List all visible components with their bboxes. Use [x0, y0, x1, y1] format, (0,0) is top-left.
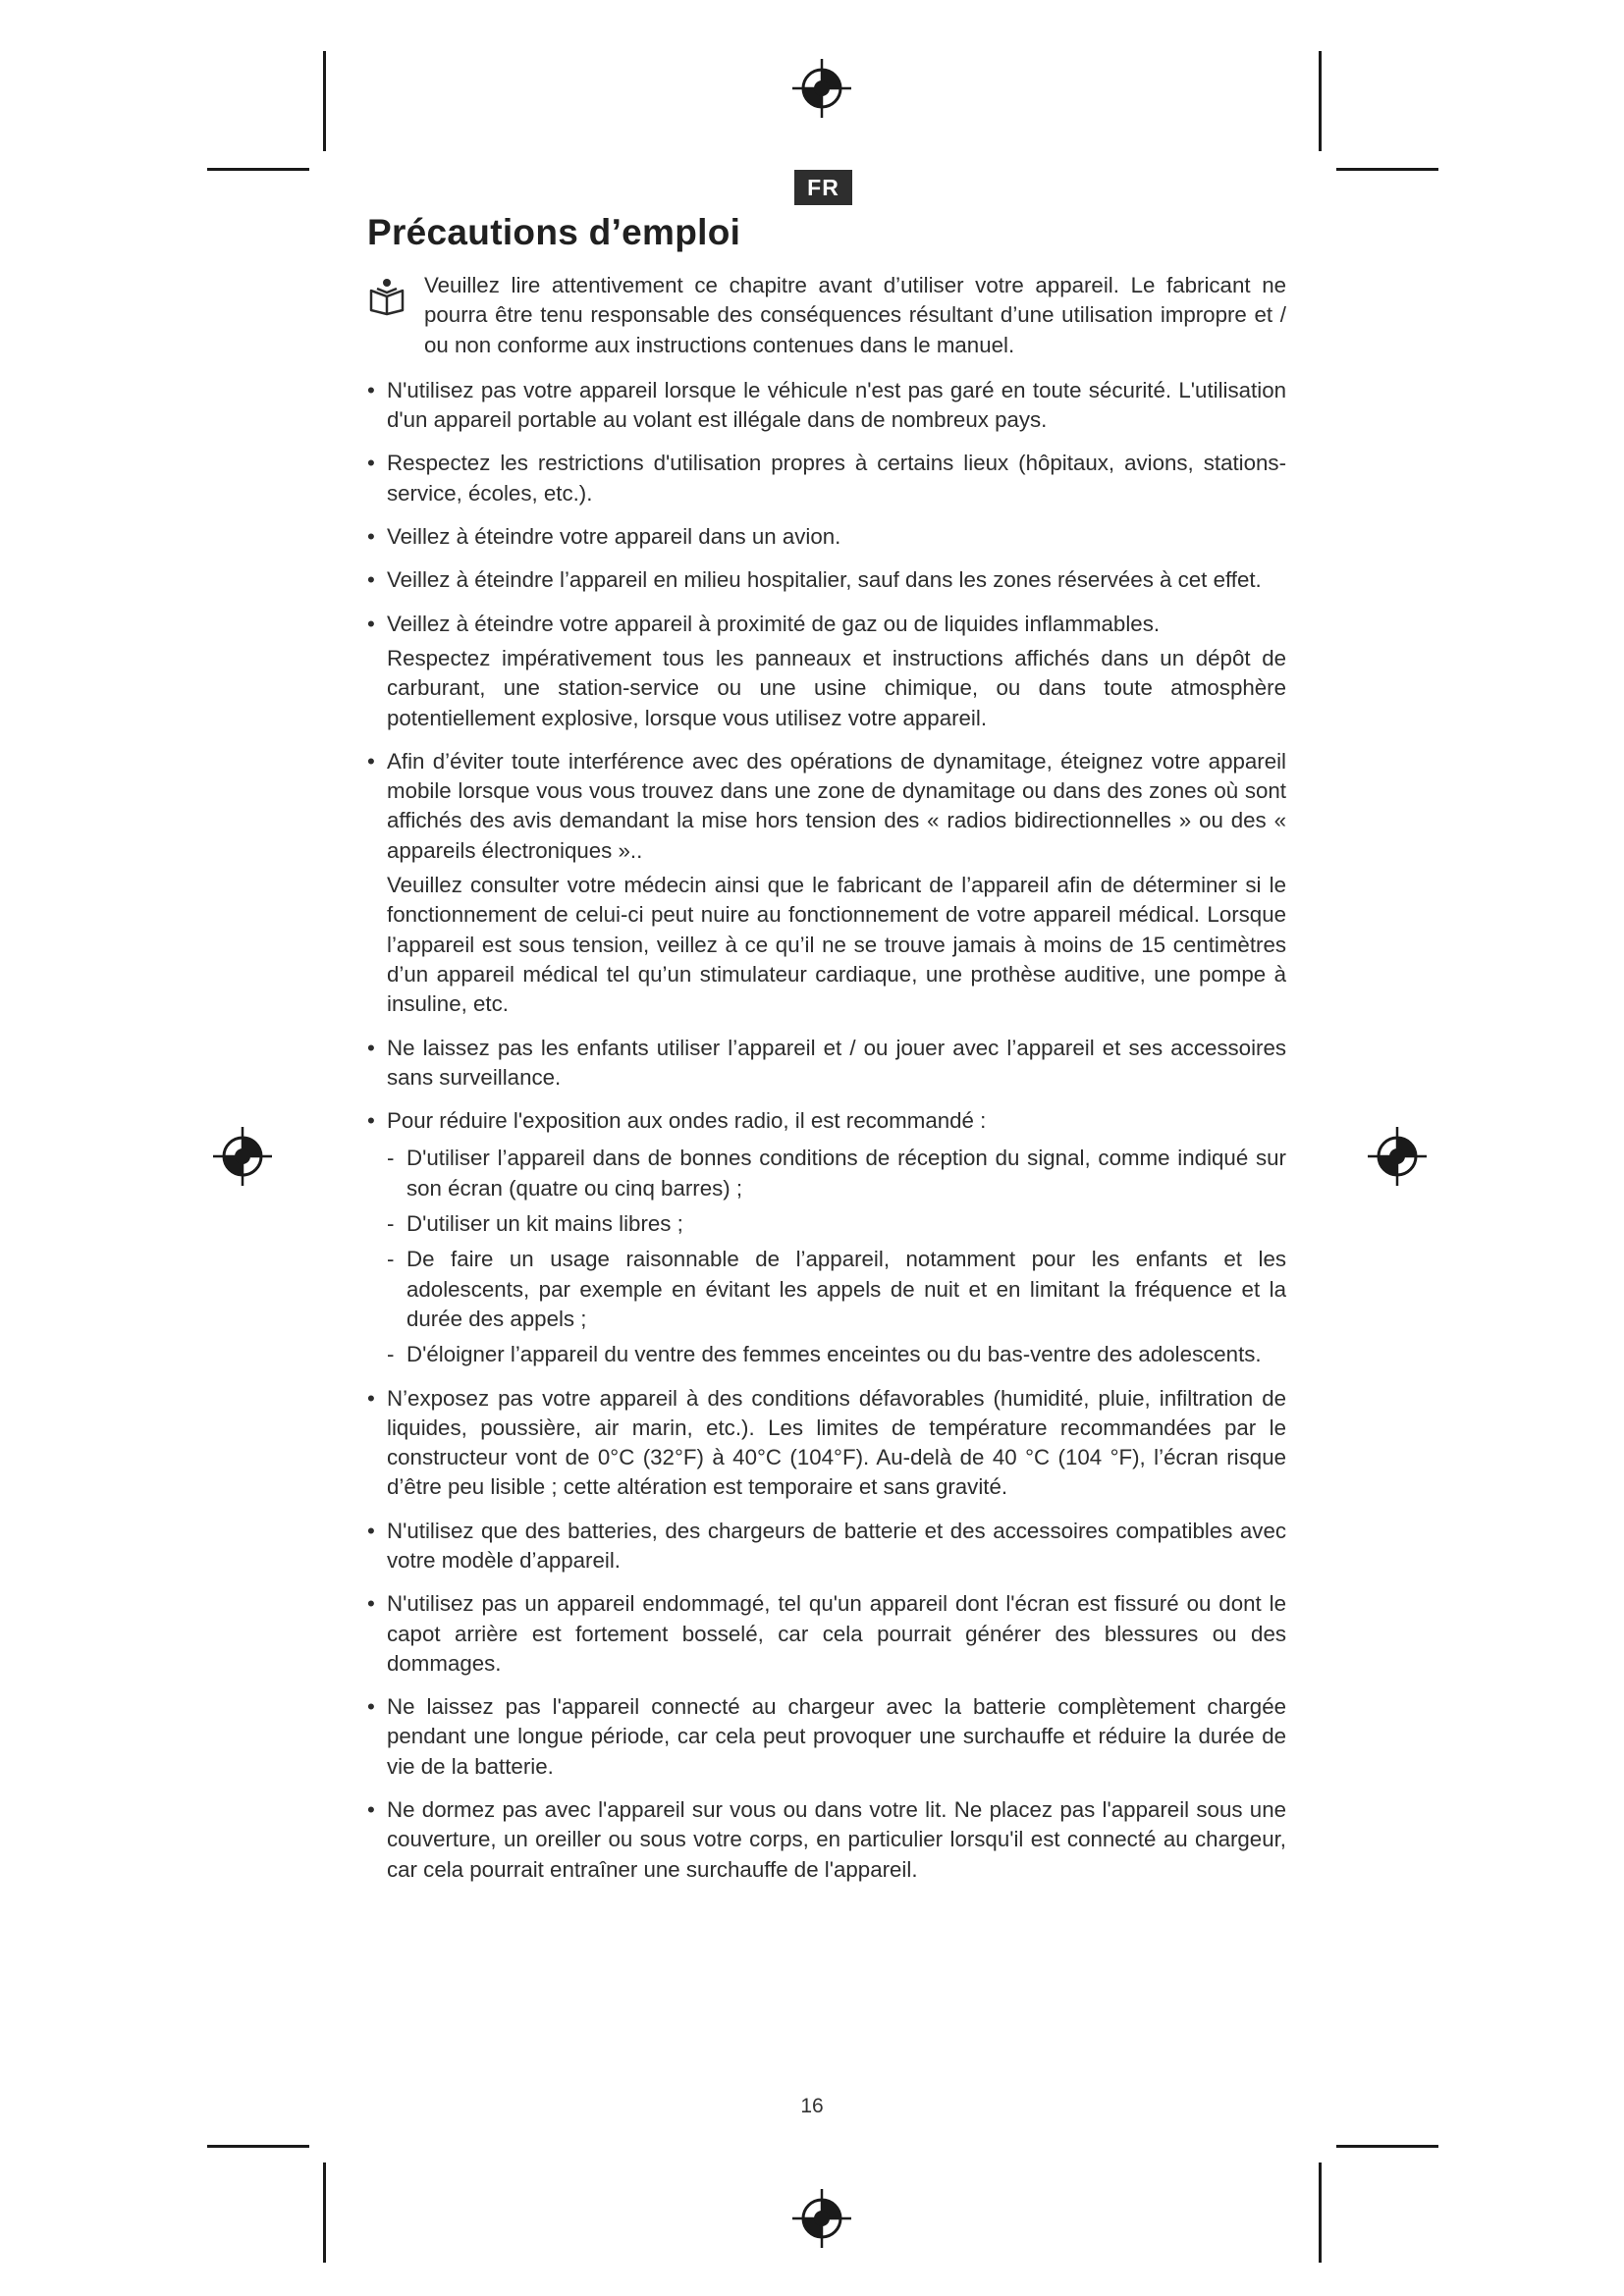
bullet-mark: • — [367, 748, 375, 774]
recommendation-item — [387, 1144, 1286, 1203]
recommendation-text: D'utiliser un kit mains libres ; — [406, 1211, 683, 1237]
precaution-text: Respectez les restrictions d'utilisation propres à certains lieux (hôpitaux, avions, stations-service, écoles, etc.). — [387, 451, 1286, 506]
recommendation-text: De faire un usage raisonnable de l’appareil, notamment pour les enfants et les adolescents, par exemple en évitant les appels de nuit et en limitant la fréquence et la durée des appels ; — [406, 1247, 1286, 1331]
read-manual-icon — [367, 277, 406, 316]
precautions-content — [367, 271, 1286, 1898]
precaution-text: Veuillez consulter votre médecin ainsi que le fabricant de l’appareil afin de déterminer si le fonctionnement de celui-ci peut nuire au fonctionnement de votre appareil médical. Lorsque l’appareil est sous tension, veillez à ce qu’il ne se trouve jamais à moins de 15 centimètres d’un appareil médical tel qu’un stimulateur cardiaque, une prothèse auditive, une pompe à insuline, etc. — [387, 873, 1286, 1017]
precaution-item — [367, 376, 1286, 436]
crop-mark-bottom-left-vertical — [323, 2163, 326, 2263]
precaution-text: Veillez à éteindre votre appareil à proximité de gaz ou de liquides inflammables. — [387, 611, 1161, 636]
bullet-mark: • — [367, 1035, 375, 1060]
crosshair-registration-icon — [790, 2187, 853, 2250]
precaution-text: N'utilisez pas votre appareil lorsque le véhicule n'est pas garé en toute sécurité. L'utilisation d'un appareil portable au volant est illégale dans de nombreux pays. — [387, 377, 1286, 433]
precaution-text: Afin d’éviter toute interférence avec des opérations de dynamitage, éteignez votre appareil mobile lorsque vous vous trouvez dans une zone de dynamitage ou dans des zones où sont affichés des avis demandant la mise hors tension des « radios bidirectionnelles » ou des « appareils électroniques ».. — [387, 748, 1286, 863]
bullet-mark: • — [367, 524, 375, 550]
crosshair-registration-icon — [1366, 1125, 1429, 1188]
recommendation-text: D'éloigner l’appareil du ventre des femmes enceintes ou du bas-ventre des adolescents. — [406, 1342, 1262, 1367]
recommendation-item — [387, 1245, 1286, 1334]
intro-paragraph — [367, 271, 1286, 360]
bullet-mark: • — [367, 1591, 375, 1617]
precaution-text: Pour réduire l'exposition aux ondes radio, il est recommandé : — [387, 1108, 987, 1134]
bullet-mark: • — [367, 1385, 375, 1411]
precaution-text: Respectez impérativement tous les panneaux et instructions affichés dans un dépôt de carburant, une station-service ou une usine chimique, ou dans toute atmosphère potentiellement explosive, lorsque vous utilisez votre appareil. — [387, 645, 1286, 730]
crop-mark-top-right-horizontal — [1336, 168, 1438, 171]
crop-mark-bottom-right-horizontal — [1336, 2145, 1438, 2148]
precaution-text: Veillez à éteindre l’appareil en milieu hospitalier, sauf dans les zones réservées à cet effet. — [387, 567, 1262, 593]
intro-text: Veuillez lire attentivement ce chapitre avant d’utiliser votre appareil. Le fabricant ne pourra être tenu responsable des conséquences résultant d’une utilisation impropre et / ou non conforme aux instructions contenues dans le manuel. — [424, 273, 1286, 357]
crop-mark-top-left-vertical — [323, 51, 326, 151]
precaution-item — [367, 449, 1286, 508]
crop-mark-bottom-right-vertical — [1319, 2163, 1322, 2263]
precaution-item — [367, 1034, 1286, 1094]
dash-mark: - — [387, 1247, 395, 1272]
precaution-item — [367, 1384, 1286, 1503]
page-title: Précautions d’emploi — [367, 212, 741, 252]
crop-mark-top-left-horizontal — [207, 168, 309, 171]
recommendation-text: D'utiliser l’appareil dans de bonnes conditions de réception du signal, comme indiqué sur son écran (quatre ou cinq barres) ; — [406, 1146, 1286, 1201]
precaution-text: Veillez à éteindre votre appareil dans un avion. — [387, 524, 841, 550]
crop-mark-top-right-vertical — [1319, 51, 1322, 151]
recommendation-item — [387, 1209, 1286, 1239]
bullet-mark: • — [367, 1797, 375, 1823]
precaution-item — [367, 1517, 1286, 1576]
precaution-text: Ne laissez pas l'appareil connecté au chargeur avec la batterie complètement chargée pendant une longue période, car cela peut provoquer une surchauffe et réduire la durée de vie de la batterie. — [387, 1694, 1286, 1779]
crosshair-registration-icon — [790, 57, 853, 120]
dash-mark: - — [387, 1146, 395, 1171]
bullet-mark: • — [367, 1518, 375, 1543]
bullet-mark: • — [367, 451, 375, 476]
bullet-mark: • — [367, 1108, 375, 1134]
precaution-item — [367, 1589, 1286, 1679]
dash-mark: - — [387, 1342, 395, 1367]
precaution-text: Ne laissez pas les enfants utiliser l’appareil et / ou jouer avec l’appareil et ses accessoires sans surveillance. — [387, 1035, 1286, 1090]
recommendation-item — [387, 1340, 1286, 1369]
bullet-mark: • — [367, 567, 375, 593]
precaution-text: N'utilisez que des batteries, des chargeurs de batterie et des accessoires compatibles avec votre modèle d’appareil. — [387, 1518, 1286, 1573]
language-badge: FR — [794, 170, 852, 205]
bullet-mark: • — [367, 377, 375, 402]
precaution-item — [367, 747, 1286, 1020]
bullet-mark: • — [367, 611, 375, 636]
precaution-text: N’exposez pas votre appareil à des conditions défavorables (humidité, pluie, infiltration de liquides, poussière, air marin, etc.). Les limites de température recommandées par le constructeur vont de 0°C (32°F) à 40°C (104°F). Au-delà de 40 °C (104 °F), l’écran risque d’être peu lisible ; cette altération est temporaire et sans gravité. — [387, 1385, 1286, 1500]
precaution-item — [367, 1106, 1286, 1369]
precautions-list — [367, 376, 1286, 1885]
precaution-item — [367, 610, 1286, 733]
page-number: 16 — [800, 2095, 824, 2117]
precaution-text: Ne dormez pas avec l'appareil sur vous ou dans votre lit. Ne placez pas l'appareil sous une couverture, un oreiller ou sous votre corps, en particulier lorsqu'il est connecté au chargeur, car cela pourrait entraîner une surchauffe de l'appareil. — [387, 1797, 1286, 1882]
precaution-item — [367, 1795, 1286, 1885]
precaution-text: N'utilisez pas un appareil endommagé, tel qu'un appareil dont l'écran est fissuré ou dont le capot arrière est fortement bosselé, car cela pourrait générer des blessures ou des dommages. — [387, 1591, 1286, 1676]
precaution-item — [367, 565, 1286, 595]
precaution-item — [367, 522, 1286, 552]
dash-mark: - — [387, 1211, 395, 1237]
crosshair-registration-icon — [211, 1125, 274, 1188]
recommendation-sublist — [387, 1144, 1286, 1369]
crop-mark-bottom-left-horizontal — [207, 2145, 309, 2148]
bullet-mark: • — [367, 1694, 375, 1720]
precaution-item — [367, 1692, 1286, 1782]
